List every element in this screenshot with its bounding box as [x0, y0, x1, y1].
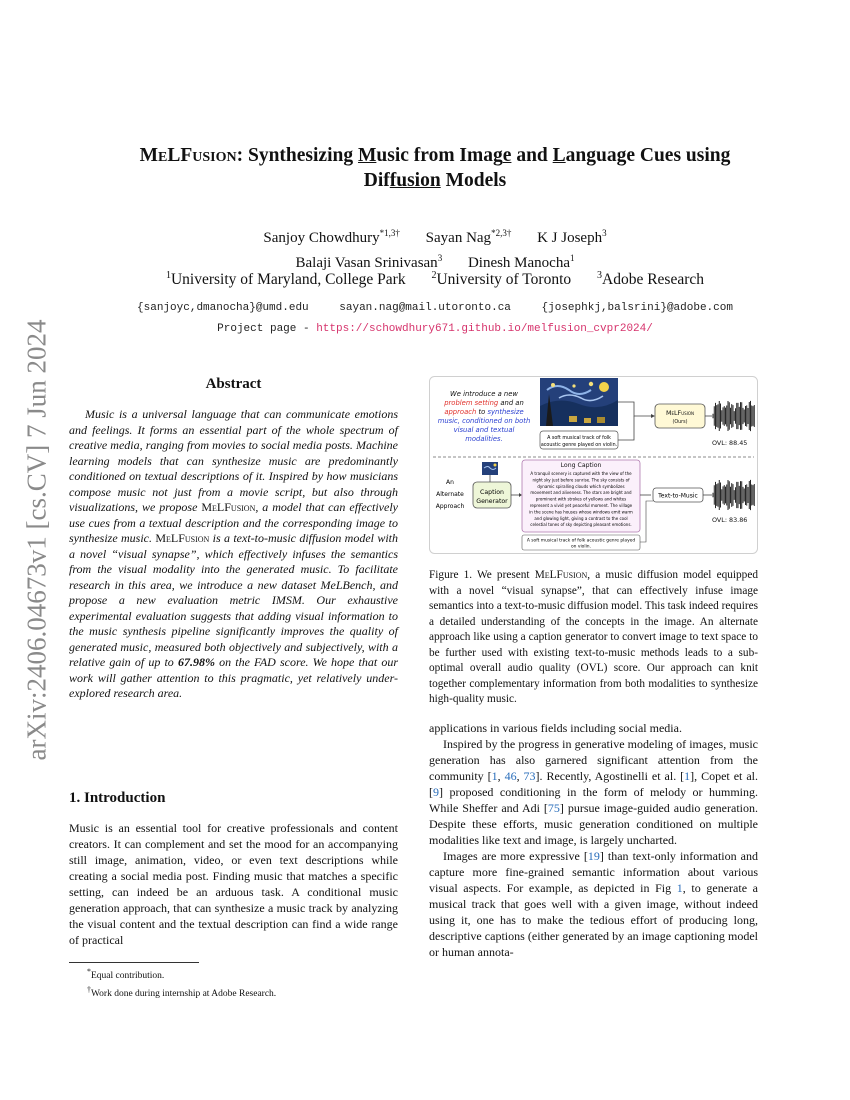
- affiliation: University of Toronto: [436, 271, 572, 289]
- abstract-body: Music is a universal language that can communicate emotions and feelings. It forms an essential part of the whole spectrum of creative media, ranging from movies to social media posts. Machine learning models that can synthesize music are predominantly conditioned on textual descriptions of it. Inspired by how musicians compose music not just from a movie script, but also through visualizations, we propose MeLFusion, a model that can effectively use cues from a textual description and the corresponding image to synthesize music. MeLFusion is a text-to-music diffusion model with a novel “visual synapse”, which effectively infuses the semantics from the visual modality into the generated music. To facilitate research in this area, we introduce a new dataset MeLBench, and propose a new evaluation metric IMSM. Our exhaustive experimental evaluation suggests that adding visual information to the music synthesis pipeline significantly improves the quality of generated music, measured both objectively and subjectively, with a relative gain of up to 67.98% on the FAD score. We hope that our work will gather attention to this pragmatic, yet relatively under-explored research area.: [69, 407, 398, 700]
- caption-generator-label: Caption: [480, 489, 504, 496]
- figure-intro-text: approach to synthesize: [444, 408, 524, 416]
- title-text: Dif: [363, 170, 390, 191]
- figure-intro-text: We introduce a new: [450, 390, 518, 398]
- title-underlined-fusion: fusion: [389, 170, 441, 191]
- section-heading-introduction: 1. Introduction: [69, 790, 166, 806]
- figure-link[interactable]: 1: [676, 881, 683, 895]
- text-to-music-label: Text-to-Music: [658, 492, 698, 500]
- title-underlined-e: e: [502, 145, 512, 166]
- title-underlined-l: L: [552, 145, 566, 166]
- author: Sayan Nag$^{*2,3\dagger}$: [425, 228, 512, 246]
- title-text: usic from Imag: [376, 145, 503, 166]
- long-caption-line: dynamic spiralling clouds which symbolizes: [537, 483, 625, 489]
- melfusion-label: MeLFusion: [665, 409, 695, 417]
- citation-link[interactable]: 73: [523, 769, 536, 783]
- citation-link[interactable]: 75: [547, 801, 560, 815]
- ovl-score: OVL: 83.86: [712, 516, 748, 524]
- footnote: †Work done during internship at Adobe Research.: [87, 985, 277, 1000]
- long-caption-line: night sky just before sunrise. The sky consists of: [532, 477, 630, 483]
- intro-body: Music is an essential tool for creative professionals and content creators. It can complement and set the mood for an accompanying still image, animation, video, or even text descriptions while creating a social media post. Finding music that matches a specific setting, can indeed be an arduous task. A conditional music generation approach, that can synthesize a music track by analyzing the visual content and the textual description can find a wide range of practical: [69, 821, 398, 947]
- paper-title: [70, 143, 800, 193]
- citation-link[interactable]: 1: [684, 769, 691, 783]
- long-caption-line: movement and aliveness. The stars are bright and: [530, 490, 632, 496]
- affiliation: Adobe Research: [602, 271, 705, 289]
- citation-link[interactable]: 9: [433, 785, 439, 799]
- long-caption-line: in the scene has houses whose windows emit warm: [529, 509, 633, 515]
- affiliation: University of Maryland, College Park: [170, 271, 406, 289]
- author-list: [70, 223, 800, 273]
- project-label: Project page -: [217, 323, 317, 335]
- arxiv-id: arXiv:2406.04673v1 [cs.CV] 7 Jun 2024: [21, 319, 52, 761]
- arxiv-sidebar: [22, 300, 52, 780]
- figure-caption: Figure 1. We present MeLFusion, a music diffusion model equipped with a novel “visual synapse”, that can effectively infuse image semantics into a text-to-music diffusion model. This task indeed requires a detailed understanding of the concepts in the image. An alternate approach like using a caption generator to convert image to text space to be further used with existing text-to-music methods leads to a sub-optimal overall audio quality (OVL) score. Our approach can knit together complementary information from both modalities to synthesize high-quality music.: [429, 569, 759, 705]
- title-text: and: [511, 145, 553, 166]
- paragraph: Images are more expressive [19] than text-only information and capture more fine-grained semantic information about various visual aspects. For example, as depicted in Fig 1, to generate a musical track that goes well with a given image, without indeed using it, one has to make the tedious effort of producing long, descriptive captions (either generated by an image captioning model or human annota-: [429, 849, 758, 959]
- citation-link[interactable]: 1: [491, 769, 498, 783]
- prompt-text: A soft musical track of folk acoustic genre played: [526, 538, 636, 544]
- project-link[interactable]: https://schowdhury671.github.io/melfusion_cvpr2024/: [316, 323, 653, 335]
- title-underlined-m: M: [357, 145, 377, 166]
- long-caption-line: celestial tones of sky depicting pleasant emotions.: [530, 522, 632, 528]
- ovl-score: OVL: 88.45: [712, 439, 748, 447]
- figure-intro-text: modalities.: [465, 435, 503, 443]
- alternate-label: Alternate: [436, 491, 464, 498]
- long-caption-text: [529, 471, 633, 527]
- long-caption-title: Long Caption: [560, 462, 602, 469]
- right-column-text: [429, 720, 758, 960]
- figure-intro-text: music, conditioned on both: [437, 417, 531, 425]
- melfusion-sublabel: (Ours): [672, 420, 688, 425]
- email: sayan.nag@mail.utoronto.ca: [339, 302, 511, 314]
- title-text: anguage Cues using: [565, 145, 731, 166]
- footnote: *Equal contribution.: [87, 967, 165, 982]
- author: K J Joseph$^3$: [537, 228, 607, 246]
- figure-intro-text: problem setting and an: [444, 399, 524, 407]
- title-text: Models: [440, 170, 507, 191]
- project-page: [70, 323, 800, 335]
- email: {josephkj,balsrini}@adobe.com: [541, 302, 733, 314]
- alternate-label: Approach: [435, 503, 465, 510]
- author: Dinesh Manocha$^1$: [467, 253, 575, 271]
- starry-night-image: [540, 378, 618, 426]
- caption-generator-label: Generator: [476, 498, 508, 505]
- email: {sanjoyc,dmanocha}@umd.edu: [137, 302, 309, 314]
- prompt-text: A soft musical track of folk: [547, 436, 611, 441]
- long-caption-line: represent a vivid yet peaceful moment. The village: [529, 503, 633, 508]
- abstract-heading: Abstract: [205, 376, 262, 392]
- title-model-name: MeLFusion: [139, 145, 237, 166]
- prompt-text: acoustic genre played on violin.: [540, 443, 618, 448]
- figure-intro-text: visual and textual: [453, 426, 515, 434]
- affiliations: $^1$University of Maryland, College Park $^2$University of Toronto $^3$Adobe Research: [165, 270, 705, 289]
- alternate-label: An: [446, 479, 454, 486]
- citation-link[interactable]: 46: [504, 769, 517, 783]
- prompt-text: on violin.: [571, 544, 591, 550]
- author: Balaji Vasan Srinivasan$^3$: [295, 253, 443, 271]
- citation-link[interactable]: 19: [587, 849, 600, 863]
- footnotes: [69, 962, 398, 1001]
- paragraph: Inspired by the progress in generative modeling of images, music generation has also garnered significant attention from the community [1, 46, 73]. Recently, Agostinelli et al. [1], Copet et al. [9] proposed conditioning in the form of melody or humming. While Sheffer and Adi [75] pursue image-guided audio generation. Despite these efforts, music generation conditioned on multiple modalities like text and image, is largely uncharted.: [429, 737, 758, 847]
- title-text: : Synthesizing: [236, 145, 358, 166]
- long-caption-line: A tranquil scenery is captured with the view of the: [530, 471, 632, 476]
- paragraph: applications in various fields including social media.: [429, 721, 682, 735]
- starry-night-thumbnail: [482, 462, 498, 475]
- author: Sanjoy Chowdhury$^{*1,3\dagger}$: [263, 228, 400, 246]
- emails: [70, 302, 800, 314]
- figure-1: [429, 376, 758, 554]
- long-caption-line: and glowing light, giving a contrast to the cool: [534, 515, 628, 521]
- long-caption-line: prominent with strokes of yellows and whites: [535, 496, 627, 502]
